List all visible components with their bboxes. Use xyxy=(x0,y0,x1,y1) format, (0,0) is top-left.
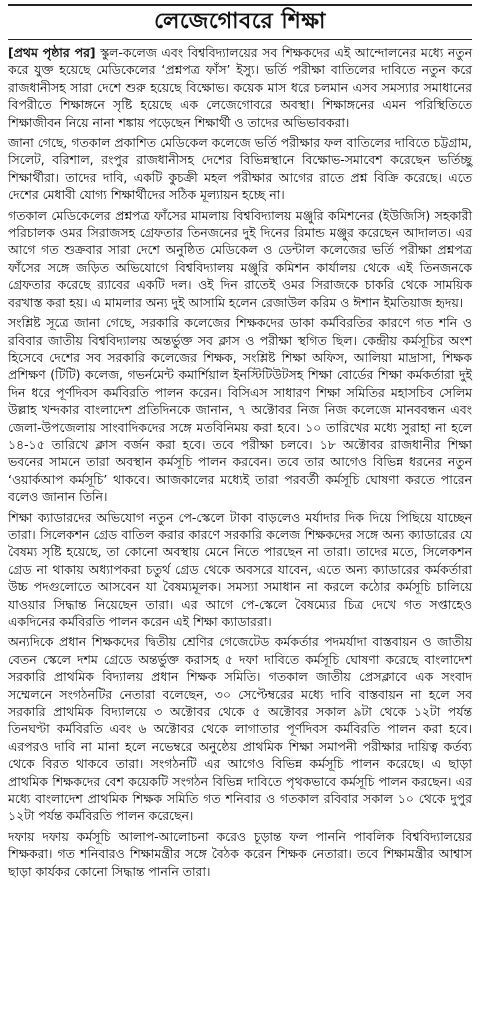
article-paragraph xyxy=(8,44,472,131)
paragraph-text: স্কুল-কলেজ এবং বিশ্ববিদ্যালয়ের সব শিক্ষকদের এই আন্দোলনের মধ্যে নতুন করে যুক্ত হয়েছে মেডিকেলের ‘প্রশ্নপত্র ফাঁস’ ইস্যু। ভর্তি পরীক্ষা বাতিলের দাবিতে নতুন করে রাজধানীসহ সারা দেশে শুরু হয়েছে বিক্ষোভ। কয়েক মাস ধরে চলমান এসব সমস্যার সমাধানের বিপরীতে শিক্ষাঙ্গনে সৃষ্টি হয়েছে এক লেজেগোবরে অবস্থা। শিক্ষাঙ্গনের এমন পরিস্থিতিতে শিক্ষাজীবন নিয়ে নানা শঙ্কায় পড়েছেন শিক্ষার্থী ও তাদের অভিভাবকরা। xyxy=(8,45,472,130)
article-paragraph: সংশ্লিষ্ট সূত্রে জানা গেছে, সরকারি কলেজের শিক্ষকদের ডাকা কর্মবিরতির কারণে গত শনি ও রবিবার জাতীয় বিশ্ববিদ্যালয় অন্তর্ভুক্ত সব ক্লাস ও পরীক্ষা স্থগিত ছিল। কেন্দ্রীয় কর্মসূচির অংশ হিসেবে দেশের সব সরকারি কলেজের শিক্ষক, সংশ্লিষ্ট শিক্ষা অফিস, আলিয়া মাদ্রাসা, শিক্ষক প্রশিক্ষণ (টিটি) কলেজ, গভর্নমেন্ট কমার্শিয়াল ইনস্টিটিউটসহ শিক্ষা বোর্ডের শিক্ষা কর্মকর্তারা দুই দিন ধরে পূর্ণদিবস কর্মবিরতি পালন করেন। বিসিএস সাধারণ শিক্ষা সমিতির মহাসচিব সেলিম উল্লাহ খন্দকার বাংলাদেশ প্রতিদিনকে জানান, ৭ অক্টোবর নিজ নিজ কলেজে মানববন্ধন এবং জেলা-উপজেলায় সাংবাদিকদের সঙ্গে মতবিনিময় করা হবে। ১০ তারিখের মধ্যে সুরাহা না হলে ১৪-১৫ তারিখে ক্লাস বর্জন করা হবে। তবে পরীক্ষা চলবে। ১৮ অক্টোবর রাজধানীর শিক্ষা ভবনের সামনে তারা অবস্থান কর্মসূচি পালন করবেন। তবে তার আগেও বিভিন্ন ধরনের নতুন ‘ওয়ার্কআপ কর্মসূচি’ থাকবে। আজকালের মধ্যেই তারা পরবর্তী কর্মসূচি ঘোষণা করতে পারেন বলেও জানান তিনি। xyxy=(8,315,473,505)
article-paragraph: অন্যদিকে প্রধান শিক্ষকদের দ্বিতীয় শ্রেণির গেজেটেড কর্মকর্তার পদমর্যাদা বাস্তবায়ন ও জাতীয় বেতন স্কেলে দশম গ্রেডে অন্তর্ভুক্ত করাসহ ৫ দফা দাবিতে কর্মসূচি ঘোষণা করেছে বাংলাদেশ সরকারি প্রাথমিক বিদ্যালয় প্রধান শিক্ষক সমিতি। গতকাল জাতীয় প্রেসক্লাবে এক সংবাদ সম্মেলনে সংগঠনটির নেতারা বলেছেন, ৩০ সেপ্টেম্বরের মধ্যে দাবি বাস্তবায়ন না হলে সব সরকারি প্রাথমিক বিদ্যালয়ে ৩ অক্টোবর থেকে ৫ অক্টোবর সকাল ৯টা থেকে ১২টা পর্যন্ত তিনঘণ্টা কর্মবিরতি এবং ৬ অক্টোবর থেকে লাগাতার পূর্ণদিবস কর্মবিরতি পালন করা হবে। এরপরও দাবি না মানা হলে নভেম্বরে অনুষ্ঠেয় প্রাথমিক শিক্ষা সমাপনী পরীক্ষার দায়িত্ব কর্তব্য থেকে বিরত থাকবে তারা। সংগঠনটি এর আগেও বিভিন্ন কর্মসূচি পালন করেছে। এ ছাড়া প্রাথমিক শিক্ষকদের বেশ কয়েকটি সংগঠন বিভিন্ন দাবিতে পৃথকভাবে কর্মসূচি পালন করছেন। এর মধ্যে বাংলাদেশ প্রাথমিক শিক্ষক সমিতি গত শনিবার ও গতকাল রবিবার সকাল ১০ থেকে দুপুর ১২টা পর্যন্ত কর্মবিরতি পালন করেছেন। xyxy=(8,634,472,824)
article-paragraph: শিক্ষা ক্যাডারদের অভিযোগ নতুন পে-স্কেলে টাকা বাড়লেও মর্যাদার দিক দিয়ে পিছিয়ে যাচ্ছেন তারা। সিলেকশন গ্রেড বাতিল করার কারণে সরকারি কলেজ শিক্ষকদের সঙ্গে অন্য ক্যাডারের যে বৈষম্য সৃষ্টি হয়েছে, তা কোনো অবস্থায় মেনে নিতে পারছেন না তারা। তাদের মতে, সিলেকশন গ্রেড না থাকায় অধ্যাপকরা চতুর্থ গ্রেড থেকে অবসরে যাবেন, এতে অন্য ক্যাডারের কর্মকর্তারা উচ্চ পদগুলোতে আসবেন যা বৈষম্যমূলক। সমস্যা সমাধান না করলে কঠোর কর্মসূচি চালিয়ে যাওয়ার সিদ্ধান্ত নিয়েছেন তারা। এর আগে পে-স্কেলে বৈষম্যের চিত্র দেখে গত সপ্তাহেও একদিনের কর্মবিরতি পালন করেন এই শিক্ষা ক্যাডাররা। xyxy=(8,509,472,629)
article-paragraph: দফায় দফায় কর্মসূচি আলাপ-আলোচনা করেও চূড়ান্ত ফল পাননি পাবলিক বিশ্ববিদ্যালয়ের শিক্ষকরা। গত শনিবারও শিক্ষামন্ত্রীর সঙ্গে বৈঠক করেন শিক্ষক নেতারা। তবে শিক্ষামন্ত্রীর আশ্বাস ছাড়া কার্যকর কোনো সিদ্ধান্ত পাননি তারা। xyxy=(8,828,472,879)
article-body xyxy=(8,44,472,880)
jump-label: [ প্রথম পৃষ্ঠার পর ] xyxy=(8,45,96,60)
article-paragraph: জানা গেছে, গতকাল প্রকাশিত মেডিকেল কলেজে ভর্তি পরীক্ষার ফল বাতিলের দাবিতে চট্টগ্রাম, সিলেট, বরিশাল, রংপুর রাজধানীসহ দেশের বিভিন্নস্থানে বিক্ষোভ-সমাবেশ করেছেন ভর্তিচ্ছু শিক্ষার্থীরা। তাদের দাবি, একটি কুচক্রী মহল পরীক্ষার আগের রাতে প্রশ্ন বিক্রি করেছে। এতে দেশের মেধাবী যোগ্য শিক্ষার্থীদের সঠিক মূল্যায়ন হচ্ছে না। xyxy=(8,135,472,203)
article-paragraph: গতকাল মেডিকেলের প্রশ্নপত্র ফাঁসের মামলায় বিশ্ববিদ্যালয় মঞ্জুরি কমিশনের (ইউজিসি) সহকারী পরিচালক ওমর সিরাজসহ গ্রেফতার তিনজনের দুই দিনের রিমান্ড মঞ্জুর করেছেন আদালত। এর আগে গত শুক্রবার সারা দেশে অনুষ্ঠিত মেডিকেল ও ডেন্টাল কলেজের ভর্তি পরীক্ষা প্রশ্নপত্র ফাঁসের সঙ্গে জড়িত অভিযোগে বিশ্ববিদ্যালয় মঞ্জুরি কমিশন কার্যালয় থেকে এই তিনজনকে গ্রেফতার করেছে র‌্যাবের একটি দল। ওই দিন রাতেই ওমর সিরাজকে চাকরি থেকে সাময়িক বরখাস্ত করা হয়। এ মামলার অন্য দুই আসামি হলেন রেজাউল করিম ও ঈশান ইমতিয়াজ হৃদয়। xyxy=(8,207,472,310)
headline: লেজেগোবরে শিক্ষা xyxy=(154,9,326,34)
headline-box xyxy=(8,4,472,40)
